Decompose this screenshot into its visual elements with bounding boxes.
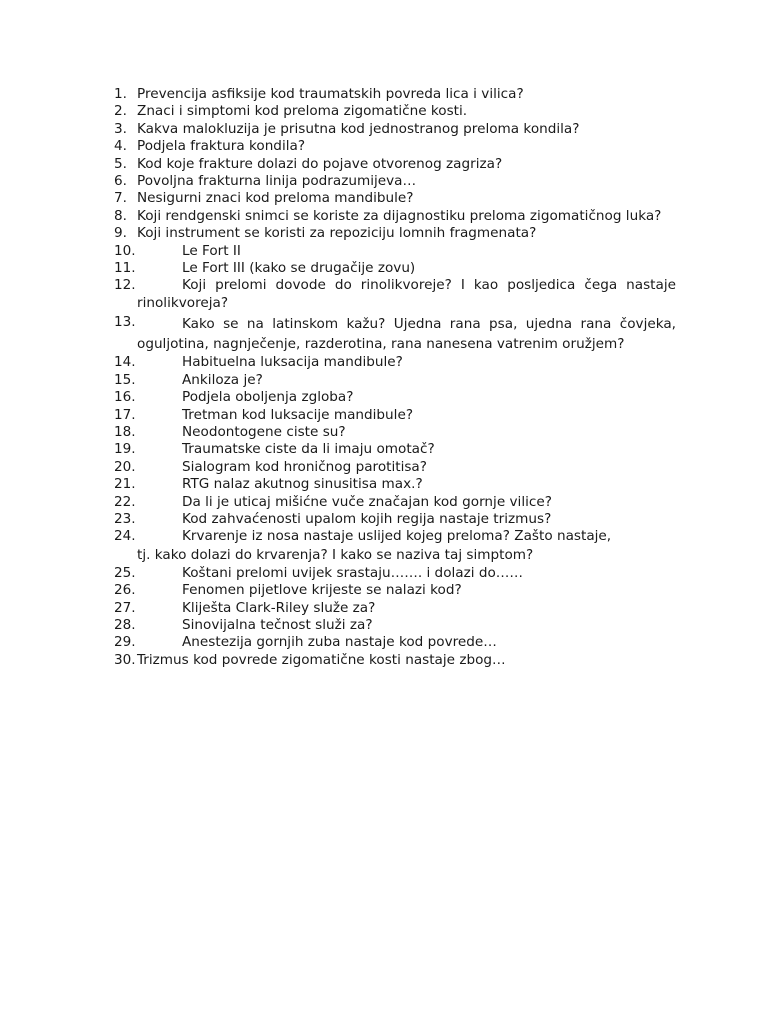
item-number: 30. xyxy=(114,651,136,668)
item-number: 5. xyxy=(114,155,127,172)
list-item xyxy=(0,103,768,120)
list-item xyxy=(0,652,768,669)
item-text: Podjela fraktura kondila? xyxy=(137,138,306,155)
item-number: 28. xyxy=(114,616,136,633)
item-text: Krvarenje iz nosa nastaje uslijed kojeg preloma? Zašto nastaje, xyxy=(182,528,612,545)
item-number: 25. xyxy=(114,564,136,581)
item-text: Koji instrument se koristi za repoziciju lomnih fragmenata? xyxy=(137,225,537,242)
list-item xyxy=(0,600,768,617)
item-number: 17. xyxy=(114,406,136,423)
list-item xyxy=(0,277,768,312)
item-number: 29. xyxy=(114,634,136,651)
list-item xyxy=(0,173,768,190)
list-item xyxy=(0,617,768,634)
item-number: 6. xyxy=(114,173,127,190)
item-number: 16. xyxy=(114,389,136,406)
item-text: Podjela oboljenja zgloba? xyxy=(182,389,354,406)
item-text: Trizmus kod povrede zigomatične kosti nastaje zbog… xyxy=(137,651,506,668)
item-number: 9. xyxy=(114,225,127,242)
item-text: Fenomen pijetlove krijeste se nalazi kod? xyxy=(182,582,462,599)
list-item xyxy=(0,407,768,424)
item-number: 19. xyxy=(114,441,136,458)
item-text: Da li je uticaj mišićne vuče značajan kod gornje vilice? xyxy=(182,493,552,510)
item-number: 24. xyxy=(114,528,136,545)
list-item xyxy=(0,314,768,354)
item-text: RTG nalaz akutnog sinusitisa max.? xyxy=(182,476,423,493)
list-item xyxy=(0,634,768,651)
list-item xyxy=(0,243,768,260)
question-list xyxy=(0,86,768,669)
item-text: Traumatske ciste da li imaju omotač? xyxy=(182,441,435,458)
list-item xyxy=(0,354,768,371)
item-number: 15. xyxy=(114,371,136,388)
list-item xyxy=(0,565,768,582)
list-item xyxy=(0,138,768,155)
list-item xyxy=(0,225,768,242)
item-number: 4. xyxy=(114,138,127,155)
item-number: 26. xyxy=(114,582,136,599)
list-item xyxy=(0,424,768,441)
item-number: 2. xyxy=(114,103,127,120)
list-item xyxy=(0,208,768,225)
list-item xyxy=(0,372,768,389)
item-text: Sialogram kod hroničnog parotitisa? xyxy=(182,458,427,475)
item-number: 12. xyxy=(114,277,136,294)
item-text: Neodontogene ciste su? xyxy=(182,423,346,440)
item-number: 7. xyxy=(114,190,127,207)
list-item xyxy=(0,156,768,173)
item-text: Koji prelomi dovode do rinolikvoreje? I kao posljedica čega nastaje rinolikvoreja? xyxy=(137,277,676,311)
item-text: Kod zahvaćenosti upalom kojih regija nastaje trizmus? xyxy=(182,510,552,527)
item-number: 27. xyxy=(114,599,136,616)
list-item xyxy=(0,476,768,493)
list-item xyxy=(0,494,768,511)
item-number: 14. xyxy=(114,354,136,371)
item-text: Kakva malokluzija je prisutna kod jednostranog preloma kondila? xyxy=(137,120,580,137)
list-item xyxy=(0,86,768,103)
list-item xyxy=(0,441,768,458)
list-item xyxy=(0,582,768,599)
item-number: 21. xyxy=(114,476,136,493)
item-text: Kod koje frakture dolazi do pojave otvorenog zagriza? xyxy=(137,155,503,172)
item-text: Znaci i simptomi kod preloma zigomatične kosti. xyxy=(137,103,468,120)
list-item xyxy=(0,511,768,528)
item-number: 23. xyxy=(114,510,136,527)
item-text: Habituelna luksacija mandibule? xyxy=(182,354,403,371)
item-number: 13. xyxy=(114,314,136,331)
list-item xyxy=(0,459,768,476)
list-item xyxy=(0,260,768,277)
item-text: Ankiloza je? xyxy=(182,371,263,388)
item-text: Povoljna frakturna linija podrazumijeva… xyxy=(137,173,417,190)
item-text: Le Fort II xyxy=(182,242,241,259)
item-text: Kliješta Clark-Riley služe za? xyxy=(182,599,376,616)
item-text: Tretman kod luksacije mandibule? xyxy=(182,406,414,423)
item-number: 22. xyxy=(114,493,136,510)
item-text: Koji rendgenski snimci se koriste za dijagnostiku preloma zigomatičnog luka? xyxy=(137,207,662,224)
item-number: 20. xyxy=(114,458,136,475)
item-number: 1. xyxy=(114,86,127,102)
item-text: Le Fort III (kako se drugačije zovu) xyxy=(182,260,416,277)
item-number: 18. xyxy=(114,423,136,440)
list-item xyxy=(0,389,768,406)
item-text: Prevencija asfiksije kod traumatskih povreda lica i vilica? xyxy=(137,86,524,102)
item-number: 10. xyxy=(114,242,136,259)
item-number: 11. xyxy=(114,260,136,277)
item-text: Nesigurni znaci kod preloma mandibule? xyxy=(137,190,414,207)
item-number: 3. xyxy=(114,120,127,137)
list-item xyxy=(0,121,768,138)
list-item xyxy=(0,190,768,207)
list-item xyxy=(0,528,768,564)
item-text: Anestezija gornjih zuba nastaje kod povrede… xyxy=(182,634,497,651)
item-text: Sinovijalna tečnost služi za? xyxy=(182,616,373,633)
item-text: Koštani prelomi uvijek srastaju……. i dolazi do…… xyxy=(182,564,523,581)
item-text-continued: tj. kako dolazi do krvarenja? I kako se naziva taj simptom? xyxy=(137,546,534,563)
item-text: Kako se na latinskom kažu? Ujedna rana psa, ujedna rana čovjeka, oguljotina, nagnječenje, razderotina, rana nanesena vatrenim oružjem? xyxy=(137,316,676,353)
item-number: 8. xyxy=(114,207,127,224)
